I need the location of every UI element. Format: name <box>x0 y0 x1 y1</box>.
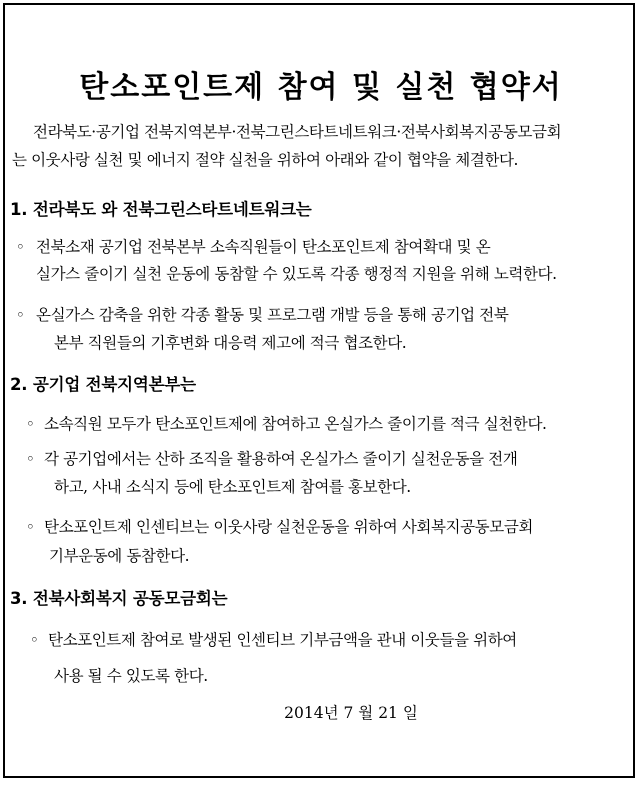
intro-line-1: 전라북도·공기업 전북지역본부·전북그린스타트네트워크·전북사회복지공동모금회 <box>33 123 562 141</box>
bullet-marker: ◦ <box>26 518 35 536</box>
section-1-item-1-line-1: 전북소재 공기업 전북본부 소속직원들이 탄소포인트제 참여확대 및 온 <box>36 238 491 256</box>
document-date: 2014년 7 월 21 일 <box>284 704 418 722</box>
bullet-marker: ◦ <box>26 415 35 433</box>
bullet-marker: ◦ <box>30 631 39 649</box>
section-1-heading: 1. 전라북도 와 전북그린스타트네트워크는 <box>10 200 312 219</box>
bullet-marker: ◦ <box>16 238 25 256</box>
section-2-item-1-line-1: 소속직원 모두가 탄소포인트제에 참여하고 온실가스 줄이기를 적극 실천한다. <box>44 415 547 433</box>
intro-line-2: 는 이웃사랑 실천 및 에너지 절약 실천을 위하여 아래와 같이 협약을 체결한다. <box>12 151 519 169</box>
document-title: 탄소포인트제 참여 및 실천 협약서 <box>79 70 563 105</box>
section-2-item-3-line-1: 탄소포인트제 인센티브는 이웃사랑 실천운동을 위하여 사회복지공동모금회 <box>44 518 533 536</box>
section-1-item-1-line-2: 실가스 줄이기 실천 운동에 동참할 수 있도록 각종 행정적 지원을 위해 노력한다. <box>36 265 557 283</box>
section-3-item-1-line-2: 사용 될 수 있도록 한다. <box>54 667 208 685</box>
section-1-item-2-line-2: 본부 직원들의 기후변화 대응력 제고에 적극 협조한다. <box>54 334 407 352</box>
section-3-item-1-line-1: 탄소포인트제 참여로 발생된 인센티브 기부금액을 관내 이웃들을 위하여 <box>48 631 517 649</box>
section-2-item-2-line-1: 각 공기업에서는 산하 조직을 활용하여 온실가스 줄이기 실천운동을 전개 <box>44 450 518 468</box>
section-2-heading: 2. 공기업 전북지역본부는 <box>10 375 196 394</box>
section-2-item-2-line-2: 하고, 사내 소식지 등에 탄소포인트제 참여를 홍보한다. <box>54 478 411 496</box>
bullet-marker: ◦ <box>26 450 35 468</box>
bullet-marker: ◦ <box>16 306 25 324</box>
section-3-heading: 3. 전북사회복지 공동모금회는 <box>10 589 228 608</box>
section-1-item-2-line-1: 온실가스 감축을 위한 각종 활동 및 프로그램 개발 등을 통해 공기업 전북 <box>36 306 509 324</box>
section-2-item-3-line-2: 기부운동에 동참한다. <box>49 547 190 565</box>
